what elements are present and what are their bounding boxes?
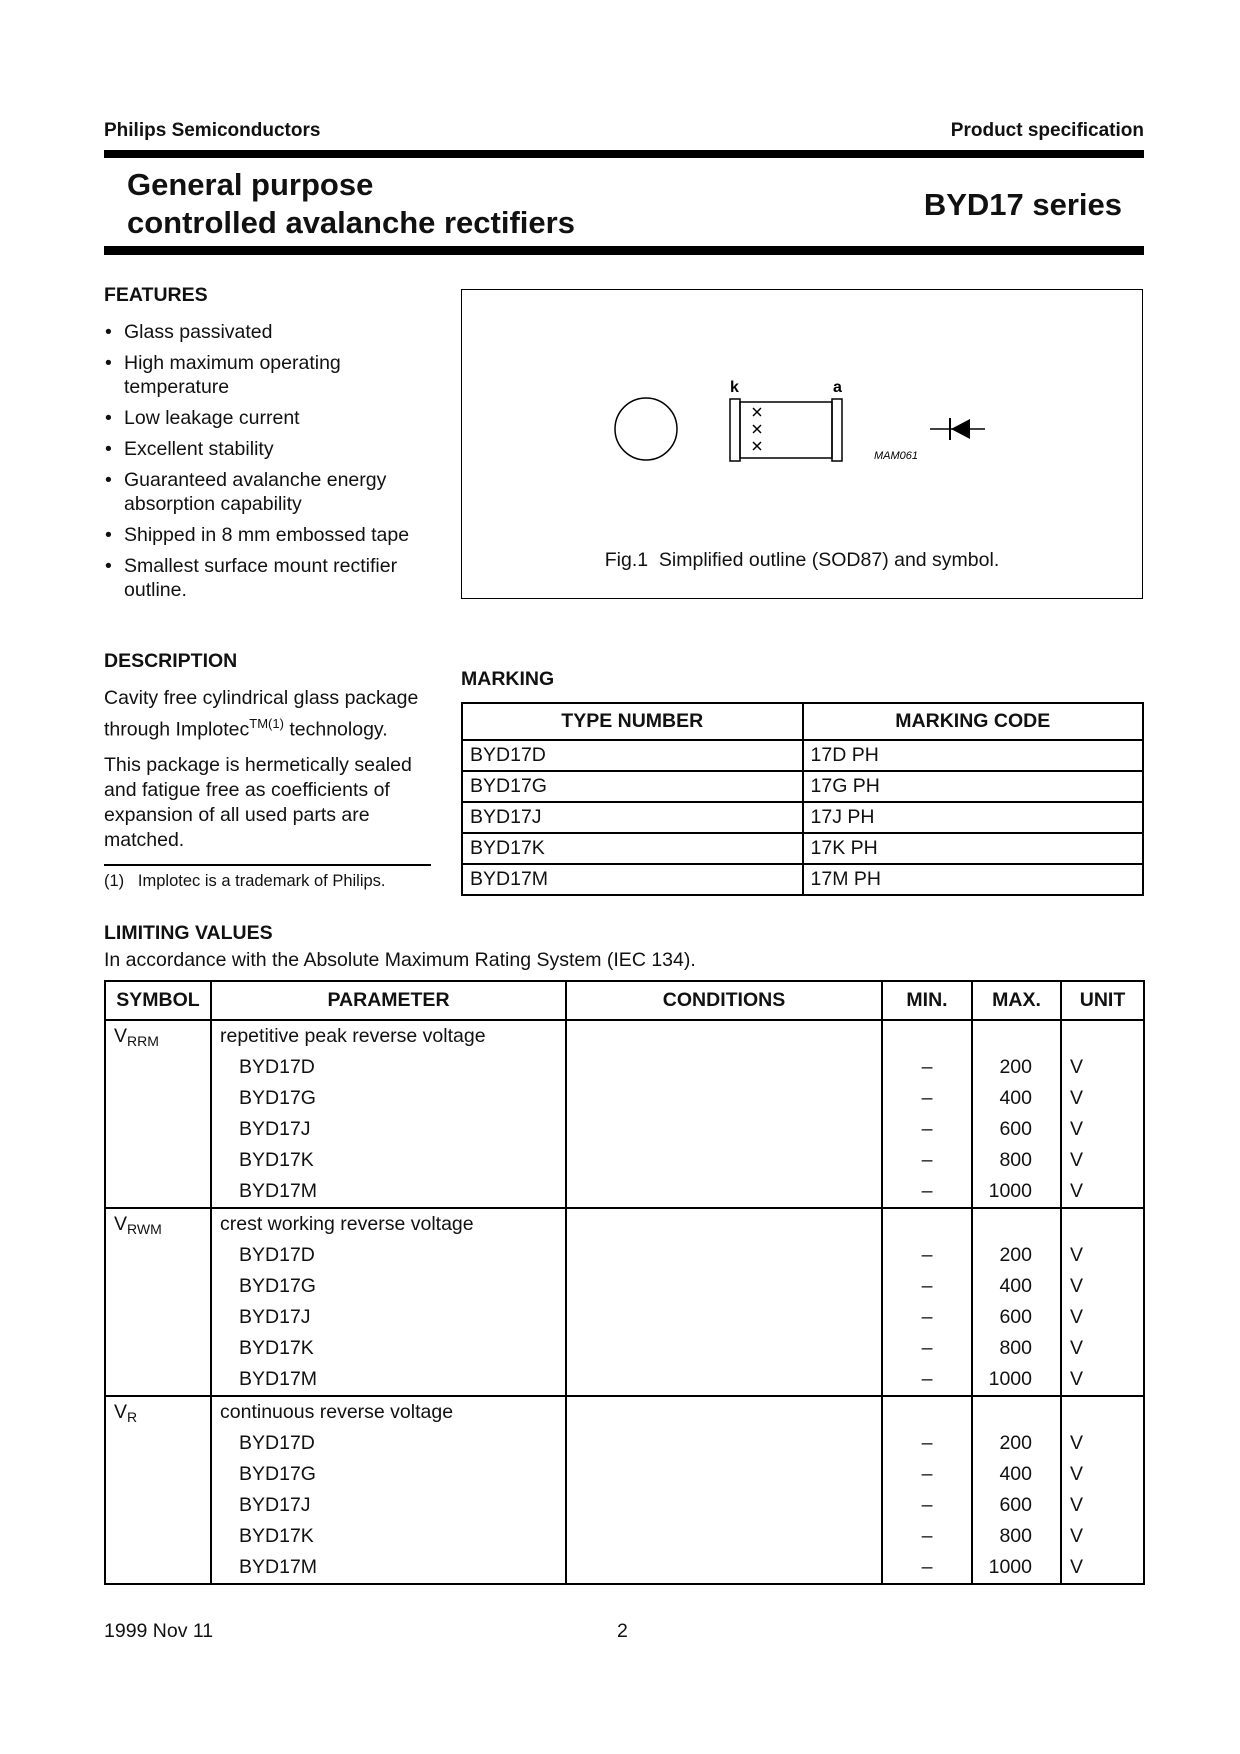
unit-cell: V xyxy=(1061,1302,1144,1333)
limit-value-row xyxy=(105,1145,1144,1176)
limit-group-row xyxy=(105,1208,1144,1240)
max-cell: 800 xyxy=(972,1333,1061,1364)
col-type-number: TYPE NUMBER xyxy=(462,703,803,740)
limiting-header-row xyxy=(105,981,1144,1020)
limit-value-row xyxy=(105,1176,1144,1208)
figure-box xyxy=(461,289,1143,599)
empty-cell xyxy=(105,1459,211,1490)
footnote: (1) Implotec is a trademark of Philips. xyxy=(104,872,386,890)
empty-cell xyxy=(566,1020,882,1052)
min-cell: – xyxy=(882,1302,972,1333)
col-min: MIN. xyxy=(882,981,972,1020)
min-cell: – xyxy=(882,1333,972,1364)
max-cell: 400 xyxy=(972,1271,1061,1302)
feature-line: temperature xyxy=(124,376,230,398)
empty-cell xyxy=(105,1490,211,1521)
description-p2-line2: and fatigue free as coefficients of xyxy=(104,778,390,801)
description-body xyxy=(104,686,444,853)
cathode-label: k xyxy=(730,379,739,396)
document-title xyxy=(127,166,575,242)
anode-cap xyxy=(832,399,842,461)
marking-code-cell: 17D PH xyxy=(803,740,1144,771)
max-cell: 1000 xyxy=(972,1552,1061,1584)
col-unit: UNIT xyxy=(1061,981,1144,1020)
parameter-cell: crest working reverse voltage xyxy=(211,1208,566,1240)
max-cell: 600 xyxy=(972,1114,1061,1145)
empty-cell xyxy=(1061,1020,1144,1052)
diode-symbol xyxy=(930,418,985,440)
description-p1-line2 xyxy=(104,711,444,743)
limit-value-row xyxy=(105,1521,1144,1552)
empty-cell xyxy=(105,1552,211,1584)
symbol-subscript: R xyxy=(127,1408,138,1425)
unit-cell: V xyxy=(1061,1114,1144,1145)
company-name: Philips Semiconductors xyxy=(104,120,321,141)
unit-cell: V xyxy=(1061,1364,1144,1396)
max-cell: 600 xyxy=(972,1490,1061,1521)
footnote-rule xyxy=(104,864,431,866)
feature-item xyxy=(104,437,444,461)
cathode-marking-crosses xyxy=(753,408,761,450)
max-cell: 800 xyxy=(972,1145,1061,1176)
symbol-base: V xyxy=(114,1212,128,1235)
type-number-cell: BYD17J xyxy=(462,802,803,833)
empty-cell xyxy=(882,1396,972,1428)
type-number-cell: BYD17M xyxy=(462,864,803,895)
max-cell: 200 xyxy=(972,1428,1061,1459)
title-line-2: controlled avalanche rectifiers xyxy=(127,205,575,240)
conditions-cell xyxy=(566,1052,882,1083)
conditions-cell xyxy=(566,1145,882,1176)
max-cell: 600 xyxy=(972,1302,1061,1333)
col-parameter: PARAMETER xyxy=(211,981,566,1020)
max-cell: 200 xyxy=(972,1052,1061,1083)
cathode-band xyxy=(730,399,740,461)
empty-cell xyxy=(1061,1208,1144,1240)
unit-cell: V xyxy=(1061,1240,1144,1271)
type-cell: BYD17D xyxy=(211,1052,566,1083)
symbol-subscript: RRM xyxy=(127,1032,159,1049)
type-cell: BYD17G xyxy=(211,1083,566,1114)
unit-cell: V xyxy=(1061,1521,1144,1552)
feature-item xyxy=(104,320,444,344)
min-cell: – xyxy=(882,1428,972,1459)
unit-cell: V xyxy=(1061,1490,1144,1521)
empty-cell xyxy=(882,1020,972,1052)
feature-line: • Smallest surface mount rectifier xyxy=(124,555,398,577)
header-rule-top xyxy=(104,150,1144,158)
min-cell: – xyxy=(882,1176,972,1208)
marking-heading: MARKING xyxy=(461,668,555,690)
description-p1-line1: Cavity free cylindrical glass package xyxy=(104,687,419,709)
empty-cell xyxy=(105,1333,211,1364)
conditions-cell xyxy=(566,1490,882,1521)
description-p2-line1: This package is hermetically sealed xyxy=(104,753,412,776)
technology-text: technology. xyxy=(283,718,388,741)
symbol-base: V xyxy=(114,1400,128,1423)
feature-line: outline. xyxy=(124,579,187,601)
limit-value-row xyxy=(105,1083,1144,1114)
title-line-1: General purpose xyxy=(127,167,374,202)
limiting-values-subtitle: In accordance with the Absolute Maximum Rating System (IEC 134). xyxy=(104,949,696,971)
type-cell: BYD17D xyxy=(211,1428,566,1459)
feature-line: • Glass passivated xyxy=(124,321,273,343)
trademark-sup: TM(1) xyxy=(249,716,284,731)
min-cell: – xyxy=(882,1083,972,1114)
empty-cell xyxy=(105,1521,211,1552)
features-list xyxy=(104,320,444,602)
max-cell: 1000 xyxy=(972,1176,1061,1208)
conditions-cell xyxy=(566,1176,882,1208)
type-cell: BYD17D xyxy=(211,1240,566,1271)
empty-cell xyxy=(882,1208,972,1240)
max-cell: 800 xyxy=(972,1521,1061,1552)
empty-cell xyxy=(105,1052,211,1083)
type-number-cell: BYD17G xyxy=(462,771,803,802)
max-cell: 400 xyxy=(972,1083,1061,1114)
conditions-cell xyxy=(566,1083,882,1114)
limit-group-row xyxy=(105,1396,1144,1428)
col-marking-code: MARKING CODE xyxy=(803,703,1144,740)
implotec-text: through Implotec xyxy=(104,718,250,741)
document-type: Product specification xyxy=(950,120,1144,141)
type-cell: BYD17K xyxy=(211,1521,566,1552)
limit-group-row xyxy=(105,1020,1144,1052)
min-cell: – xyxy=(882,1145,972,1176)
limit-value-row xyxy=(105,1271,1144,1302)
limit-value-row xyxy=(105,1364,1144,1396)
min-cell: – xyxy=(882,1521,972,1552)
symbol-base: V xyxy=(114,1024,128,1047)
empty-cell xyxy=(566,1208,882,1240)
symbol-cell xyxy=(105,1208,211,1240)
col-conditions: CONDITIONS xyxy=(566,981,882,1020)
header-rule-bottom xyxy=(104,246,1144,255)
marking-row xyxy=(462,833,1143,864)
description-heading: DESCRIPTION xyxy=(104,650,238,672)
feature-line: absorption capability xyxy=(124,493,302,515)
marking-code-cell: 17K PH xyxy=(803,833,1144,864)
min-cell: – xyxy=(882,1052,972,1083)
limit-value-row xyxy=(105,1428,1144,1459)
min-cell: – xyxy=(882,1459,972,1490)
feature-item xyxy=(104,554,444,602)
empty-cell xyxy=(1061,1396,1144,1428)
limit-value-row xyxy=(105,1552,1144,1584)
type-cell: BYD17G xyxy=(211,1459,566,1490)
limit-value-row xyxy=(105,1302,1144,1333)
min-cell: – xyxy=(882,1271,972,1302)
empty-cell xyxy=(566,1396,882,1428)
parameter-cell: repetitive peak reverse voltage xyxy=(211,1020,566,1052)
type-cell: BYD17K xyxy=(211,1333,566,1364)
max-cell: 400 xyxy=(972,1459,1061,1490)
empty-cell xyxy=(972,1020,1061,1052)
limit-value-row xyxy=(105,1114,1144,1145)
symbol-subscript: RWM xyxy=(127,1220,162,1237)
min-cell: – xyxy=(882,1114,972,1145)
page-number: 2 xyxy=(617,1620,628,1642)
empty-cell xyxy=(105,1176,211,1208)
type-number-cell: BYD17K xyxy=(462,833,803,864)
conditions-cell xyxy=(566,1459,882,1490)
conditions-cell xyxy=(566,1240,882,1271)
feature-line: • Low leakage current xyxy=(124,407,300,429)
description-p2-line4: matched. xyxy=(104,828,185,851)
empty-cell xyxy=(105,1114,211,1145)
type-cell: BYD17K xyxy=(211,1145,566,1176)
conditions-cell xyxy=(566,1302,882,1333)
unit-cell: V xyxy=(1061,1145,1144,1176)
feature-item xyxy=(104,351,444,399)
empty-cell xyxy=(972,1396,1061,1428)
empty-cell xyxy=(105,1145,211,1176)
figure-code: MAM061 xyxy=(874,450,919,462)
limiting-values-table xyxy=(104,980,1145,1585)
series-name: BYD17 series xyxy=(923,187,1122,222)
type-cell: BYD17M xyxy=(211,1176,566,1208)
figure-caption: Fig.1 Simplified outline (SOD87) and symbol. xyxy=(604,549,1000,571)
type-cell: BYD17G xyxy=(211,1271,566,1302)
feature-line: • Guaranteed avalanche energy xyxy=(124,469,387,491)
limit-value-row xyxy=(105,1240,1144,1271)
limiting-values-heading: LIMITING VALUES xyxy=(104,922,273,944)
conditions-cell xyxy=(566,1428,882,1459)
type-number-cell: BYD17D xyxy=(462,740,803,771)
min-cell: – xyxy=(882,1240,972,1271)
features-list-wrap xyxy=(104,320,444,609)
conditions-cell xyxy=(566,1552,882,1584)
empty-cell xyxy=(105,1271,211,1302)
feature-line: • Shipped in 8 mm embossed tape xyxy=(124,524,410,546)
type-cell: BYD17M xyxy=(211,1364,566,1396)
description-p2-line3: expansion of all used parts are xyxy=(104,803,370,826)
limit-value-row xyxy=(105,1052,1144,1083)
symbol-cell xyxy=(105,1396,211,1428)
col-max: MAX. xyxy=(972,981,1061,1020)
conditions-cell xyxy=(566,1271,882,1302)
feature-line: • Excellent stability xyxy=(124,438,274,460)
unit-cell: V xyxy=(1061,1333,1144,1364)
min-cell: – xyxy=(882,1552,972,1584)
conditions-cell xyxy=(566,1114,882,1145)
type-cell: BYD17M xyxy=(211,1552,566,1584)
conditions-cell xyxy=(566,1364,882,1396)
marking-header-row xyxy=(462,703,1143,740)
unit-cell: V xyxy=(1061,1271,1144,1302)
min-cell: – xyxy=(882,1364,972,1396)
type-cell: BYD17J xyxy=(211,1114,566,1145)
type-cell: BYD17J xyxy=(211,1302,566,1333)
unit-cell: V xyxy=(1061,1176,1144,1208)
empty-cell xyxy=(105,1083,211,1114)
parameter-cell: continuous reverse voltage xyxy=(211,1396,566,1428)
max-cell: 1000 xyxy=(972,1364,1061,1396)
feature-item xyxy=(104,468,444,516)
col-symbol: SYMBOL xyxy=(105,981,211,1020)
limit-value-row xyxy=(105,1459,1144,1490)
limit-value-row xyxy=(105,1490,1144,1521)
max-cell: 200 xyxy=(972,1240,1061,1271)
empty-cell xyxy=(105,1302,211,1333)
features-heading: FEATURES xyxy=(104,284,208,306)
feature-item xyxy=(104,523,444,547)
marking-row xyxy=(462,771,1143,802)
marking-row xyxy=(462,802,1143,833)
unit-cell: V xyxy=(1061,1552,1144,1584)
marking-table xyxy=(461,702,1144,896)
unit-cell: V xyxy=(1061,1459,1144,1490)
end-view-circle xyxy=(615,398,677,460)
empty-cell xyxy=(105,1364,211,1396)
unit-cell: V xyxy=(1061,1083,1144,1114)
marking-code-cell: 17G PH xyxy=(803,771,1144,802)
empty-cell xyxy=(105,1428,211,1459)
limit-value-row xyxy=(105,1333,1144,1364)
type-cell: BYD17J xyxy=(211,1490,566,1521)
empty-cell xyxy=(105,1240,211,1271)
marking-code-cell: 17M PH xyxy=(803,864,1144,895)
conditions-cell xyxy=(566,1333,882,1364)
marking-code-cell: 17J PH xyxy=(803,802,1144,833)
symbol-cell xyxy=(105,1020,211,1052)
marking-row xyxy=(462,740,1143,771)
footer-date: 1999 Nov 11 xyxy=(104,1620,214,1642)
min-cell: – xyxy=(882,1490,972,1521)
unit-cell: V xyxy=(1061,1052,1144,1083)
conditions-cell xyxy=(566,1521,882,1552)
empty-cell xyxy=(972,1208,1061,1240)
unit-cell: V xyxy=(1061,1428,1144,1459)
feature-item xyxy=(104,406,444,430)
marking-row xyxy=(462,864,1143,895)
anode-label: a xyxy=(833,379,842,396)
feature-line: • High maximum operating xyxy=(124,352,341,374)
